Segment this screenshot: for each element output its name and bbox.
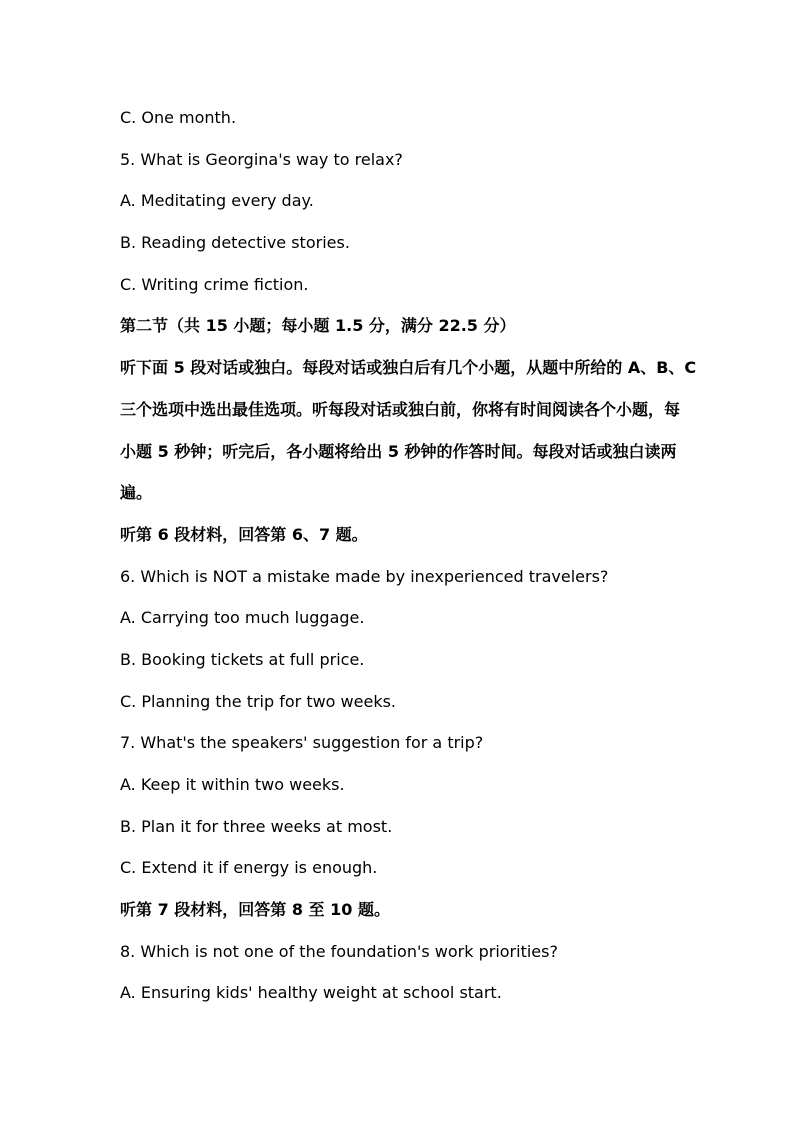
document-body: [120, 104, 700, 1021]
question-7-option-b: B. Plan it for three weeks at most.: [120, 816, 393, 836]
question-5-option-c: C. Writing crime fiction.: [120, 274, 309, 294]
question-8: 8. Which is not one of the foundation's work priorities?: [120, 941, 558, 961]
section-2-instructions-line-4: 遍。: [120, 483, 153, 503]
section-2-heading: 第二节（共 15 小题；每小题 1.5 分，满分 22.5 分）: [120, 316, 516, 336]
section-2-instructions-line-1: 听下面 5 段对话或独白。每段对话或独白后有几个小题，从题中所给的 A、B、C: [120, 358, 697, 378]
question-6-option-a: A. Carrying too much luggage.: [120, 608, 365, 628]
material-7-heading: 听第 7 段材料，回答第 8 至 10 题。: [120, 900, 390, 920]
section-2-instructions-line-3: 小题 5 秒钟；听完后，各小题将给出 5 秒钟的作答时间。每段对话或独白读两: [120, 441, 677, 461]
question-5: 5. What is Georgina's way to relax?: [120, 149, 403, 169]
question-6-option-c: C. Planning the trip for two weeks.: [120, 691, 397, 711]
question-5-option-b: B. Reading detective stories.: [120, 233, 350, 253]
section-2-instructions-line-2: 三个选项中选出最佳选项。听每段对话或独白前，你将有时间阅读各个小题，每: [120, 399, 681, 419]
question-7-option-a: A. Keep it within two weeks.: [120, 775, 345, 794]
question-7-option-c: C. Extend it if energy is enough.: [120, 858, 378, 878]
question-6: 6. Which is NOT a mistake made by inexperienced travelers?: [120, 566, 609, 586]
material-6-heading: 听第 6 段材料，回答第 6、7 题。: [120, 524, 368, 544]
question-7: 7. What's the speakers' suggestion for a trip?: [120, 733, 484, 753]
question-6-option-b: B. Booking tickets at full price.: [120, 649, 365, 669]
option-c-one-month: C. One month.: [120, 108, 237, 127]
question-5-option-a: A. Meditating every day.: [120, 191, 314, 211]
question-8-option-a: A. Ensuring kids' healthy weight at school start.: [120, 983, 502, 1003]
